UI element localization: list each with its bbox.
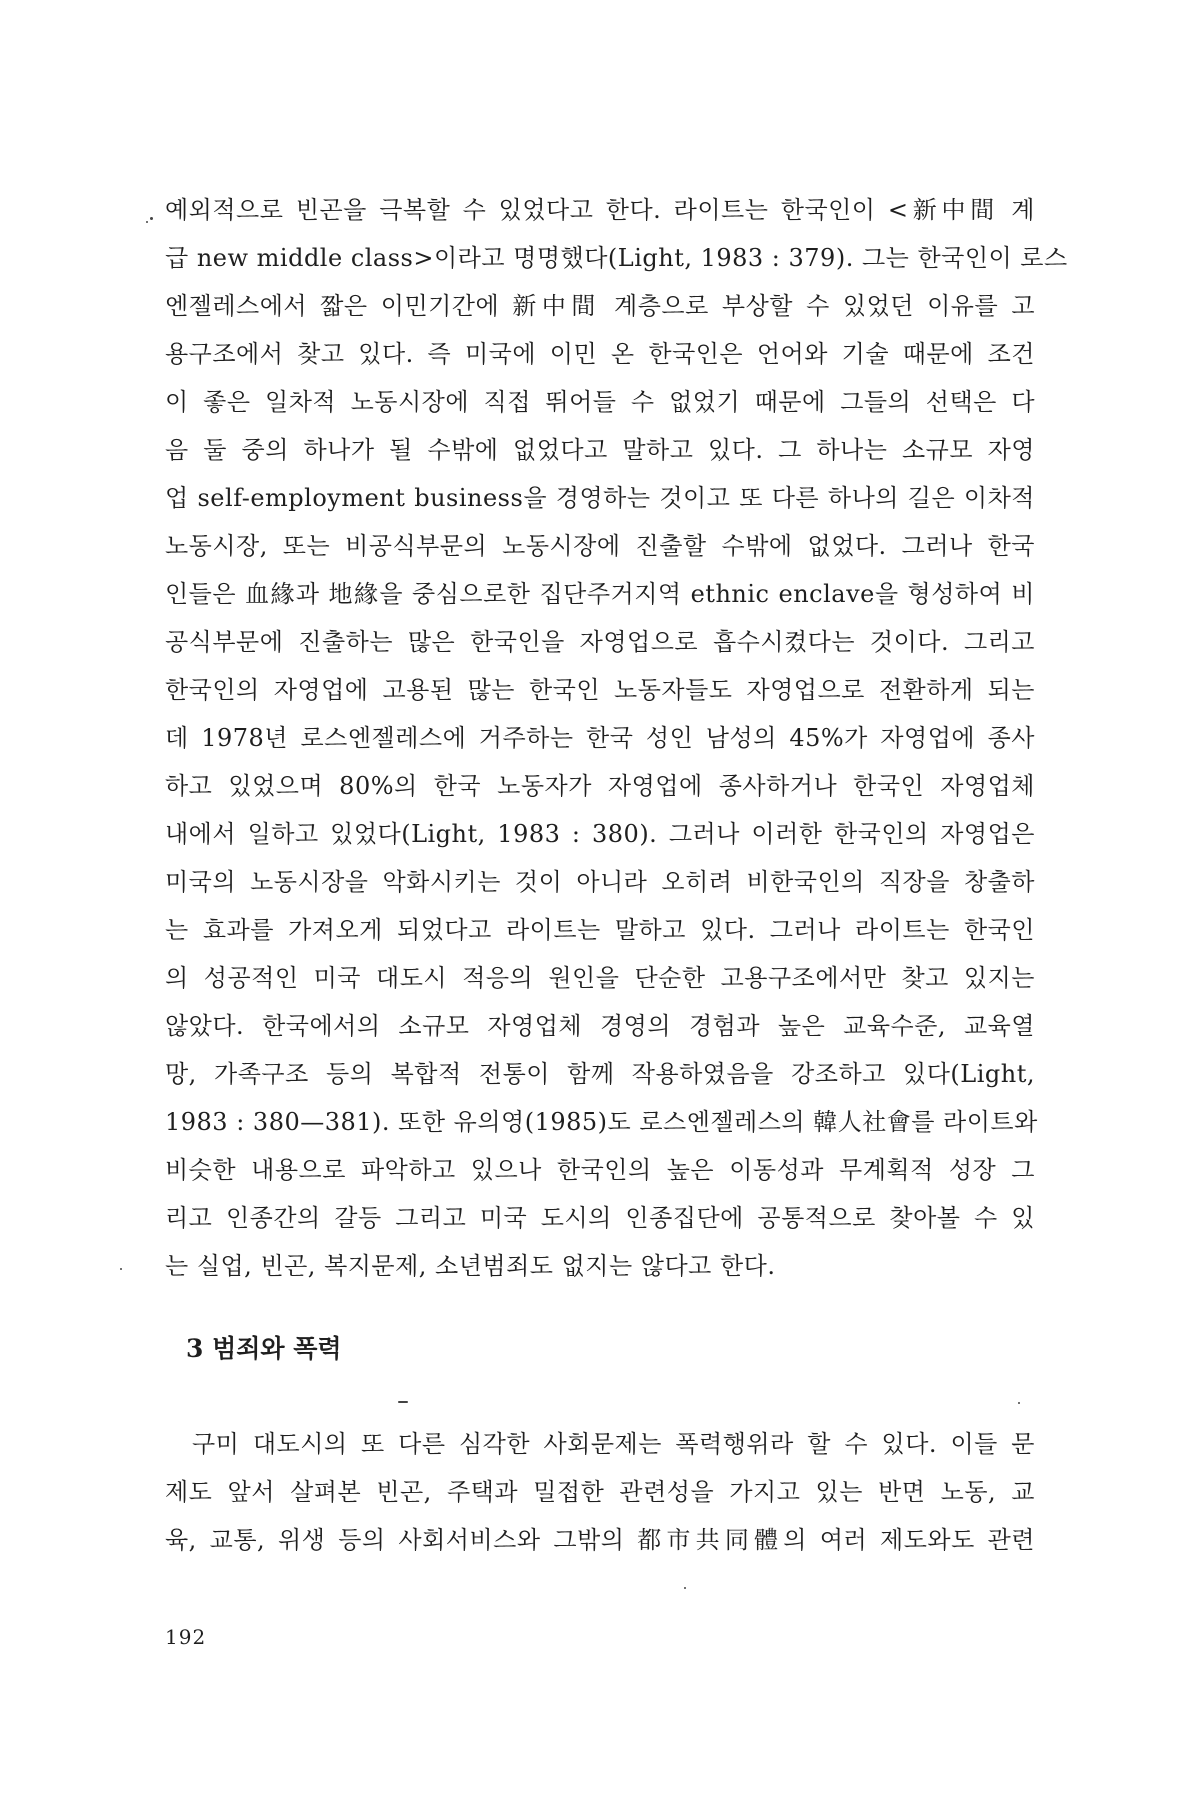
text-line: 는 효과를 가져오게 되었다고 라이트는 말하고 있다. 그러나 라이트는 한국인 xyxy=(165,916,1035,944)
text-line: 내에서 일하고 있었다(Light, 1983 : 380). 그러나 이러한 한국인의 자영업은 xyxy=(165,820,1035,848)
section-heading: 3 범죄와 폭력 xyxy=(186,1334,342,1363)
text-line: 비슷한 내용으로 파악하고 있으나 한국인의 높은 이동성과 무계획적 성장 그 xyxy=(165,1156,1035,1184)
text-line: 미국의 노동시장을 악화시키는 것이 아니라 오히려 비한국인의 직장을 창출하 xyxy=(165,868,1035,896)
text-line: 않았다. 한국에서의 소규모 자영업체 경영의 경험과 높은 교육수준, 교육열 xyxy=(165,1012,1035,1040)
text-line: 망, 가족구조 등의 복합적 전통이 함께 작용하였음을 강조하고 있다(Light, xyxy=(165,1060,1035,1088)
text-line: 음 둘 중의 하나가 될 수밖에 없었다고 말하고 있다. 그 하나는 소규모 자영 xyxy=(165,436,1035,464)
text-line: 공식부문에 진출하는 많은 한국인을 자영업으로 흡수시켰다는 것이다. 그리고 xyxy=(165,628,1035,656)
text-line: 예외적으로 빈곤을 극복할 수 있었다고 한다. 라이트는 한국인이 <新中間 계 xyxy=(165,196,1035,224)
text-line: 업 self-employment business을 경영하는 것이고 또 다른 하나의 길은 이차적 xyxy=(165,484,1035,512)
text-line: 의 성공적인 미국 대도시 적응의 원인을 단순한 고용구조에서만 찾고 있지는 xyxy=(165,964,1035,992)
text-line: 노동시장, 또는 비공식부문의 노동시장에 진출할 수밖에 없었다. 그러나 한국 xyxy=(165,532,1035,560)
text-line: 는 실업, 빈곤, 복지문제, 소년범죄도 없지는 않다고 한다. xyxy=(165,1252,776,1280)
scan-speck xyxy=(120,1268,122,1270)
text-line: 구미 대도시의 또 다른 심각한 사회문제는 폭력행위라 할 수 있다. 이들 문 xyxy=(192,1430,1035,1458)
body-paragraph xyxy=(165,1420,1035,1564)
text-line: 하고 있었으며 80%의 한국 노동자가 자영업에 종사하거나 한국인 자영업체 xyxy=(165,772,1035,800)
text-line: 이 좋은 일차적 노동시장에 직접 뛰어들 수 없었기 때문에 그들의 선택은 다 xyxy=(165,388,1035,416)
text-line: 급 new middle class>이라고 명명했다(Light, 1983 : 379). 그는 한국인이 로스 xyxy=(165,244,1068,272)
text-line: 용구조에서 찾고 있다. 즉 미국에 이민 온 한국인은 언어와 기술 때문에 조건 xyxy=(165,340,1035,368)
text-line: 데 1978년 로스엔젤레스에 거주하는 한국 성인 남성의 45%가 자영업에 종사 xyxy=(165,724,1035,752)
scan-speck xyxy=(398,1401,408,1403)
page-number: 192 xyxy=(165,1625,207,1649)
text-line: 육, 교통, 위생 등의 사회서비스와 그밖의 都市共同體의 여러 제도와도 관련 xyxy=(165,1526,1035,1554)
scan-speck xyxy=(146,221,148,223)
text-line: 제도 앞서 살펴본 빈곤, 주택과 밀접한 관련성을 가지고 있는 반면 노동, 교 xyxy=(165,1478,1035,1506)
text-line: 인들은 血緣과 地緣을 중심으로한 집단주거지역 ethnic enclave을 형성하여 비 xyxy=(165,580,1035,608)
scan-speck xyxy=(1018,1402,1020,1404)
text-line: 1983 : 380—381). 또한 유의영(1985)도 로스엔젤레스의 韓人社會를 라이트와 xyxy=(165,1108,1038,1136)
text-line: 한국인의 자영업에 고용된 많는 한국인 노동자들도 자영업으로 전환하게 되는 xyxy=(165,676,1035,704)
text-line: 리고 인종간의 갈등 그리고 미국 도시의 인종집단에 공통적으로 찾아볼 수 있 xyxy=(165,1204,1035,1232)
text-line: 엔젤레스에서 짧은 이민기간에 新中間 계층으로 부상할 수 있었던 이유를 고 xyxy=(165,292,1035,320)
scan-speck xyxy=(150,217,153,220)
scan-speck xyxy=(684,1587,686,1589)
body-paragraph xyxy=(165,186,1068,1290)
